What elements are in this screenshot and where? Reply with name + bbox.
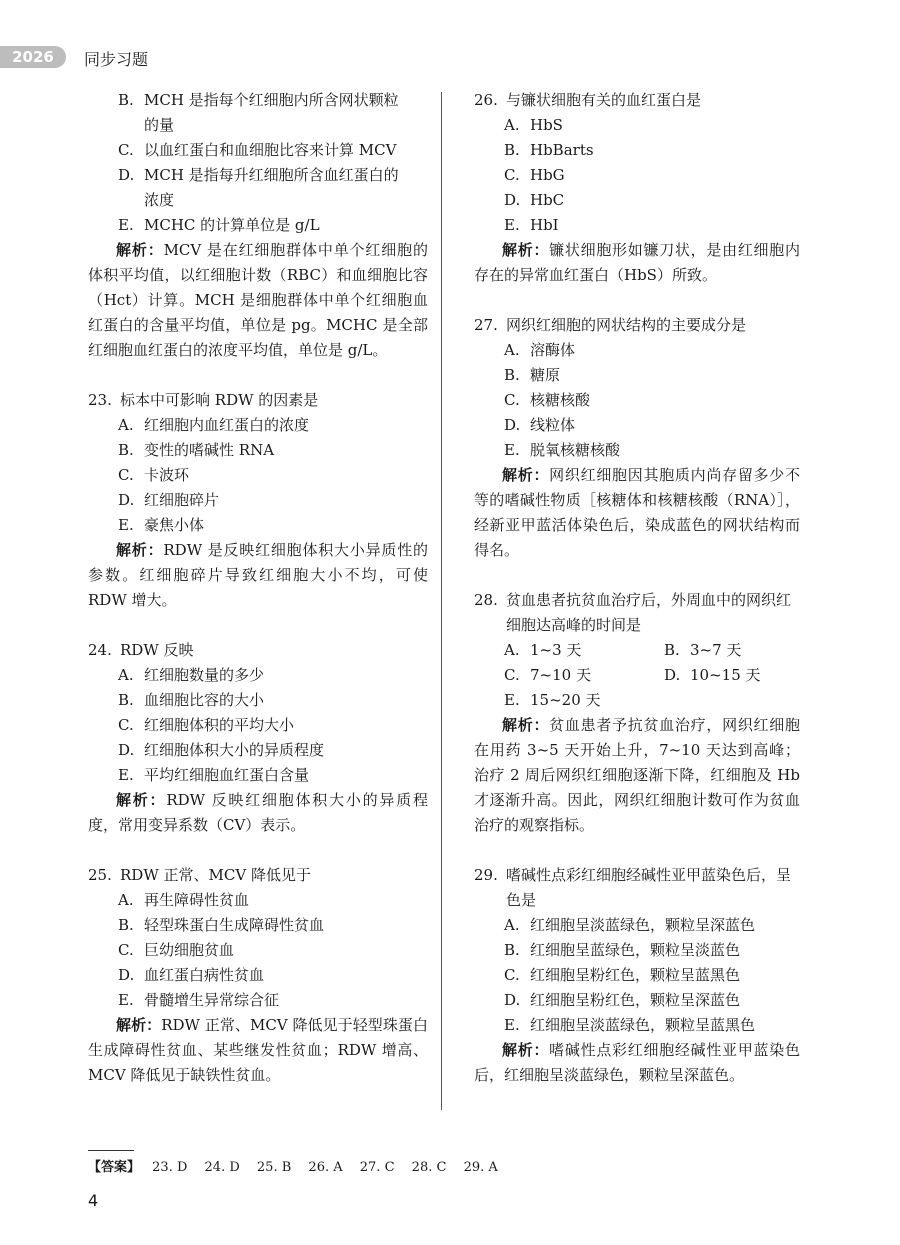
option-b: B. HbBarts	[504, 141, 594, 159]
option-a: A. 红细胞内血红蛋白的浓度	[118, 416, 310, 434]
option-row	[474, 638, 800, 663]
option-a: A. HbS	[504, 116, 563, 134]
option-c: C. 红细胞呈粉红色，颗粒呈蓝黑色	[504, 966, 741, 984]
footer-rule	[88, 1150, 134, 1151]
option-row	[474, 663, 800, 688]
answer-item: 25. B	[256, 1160, 292, 1175]
question-stem: 28. 贫血患者抗贫血治疗后，外周血中的网织红细胞达高峰的时间是	[474, 591, 792, 634]
option-c: C. 卡波环	[118, 466, 190, 484]
question-stem: 29. 嗜碱性点彩红细胞经碱性亚甲蓝染色后，呈色是	[474, 866, 792, 909]
option-c: C. 红细胞体积的平均大小	[118, 716, 295, 734]
right-column	[474, 88, 800, 1088]
answer-key-label: 【答案】	[88, 1160, 141, 1175]
option-b: B. 轻型珠蛋白生成障碍性贫血	[118, 916, 325, 934]
option-e: E. 骨髓增生异常综合征	[118, 991, 280, 1009]
option-a: A. 溶酶体	[504, 341, 576, 359]
option-b: B. 3~7 天	[664, 641, 742, 659]
option-a: A. 再生障碍性贫血	[118, 891, 250, 909]
option-e: E. HbI	[504, 216, 559, 234]
option-c: C. HbG	[504, 166, 565, 184]
answer-item: 23. D	[152, 1160, 188, 1175]
question-stem: 23. 标本中可影响 RDW 的因素是	[88, 391, 319, 409]
analysis: 解析：RDW 反映红细胞体积大小的异质程度，常用变异系数（CV）表示。	[88, 791, 428, 834]
analysis: 解析：RDW 是反映红细胞体积大小异质性的参数。红细胞碎片导致红细胞大小不均，可使 RDW 增大。	[88, 541, 428, 609]
question-stem: 26. 与镰状细胞有关的血红蛋白是	[474, 91, 702, 109]
option-c: C. 核糖核酸	[504, 391, 591, 409]
answer-key	[88, 1156, 511, 1175]
page-number: 4	[88, 1191, 99, 1210]
page-header	[0, 40, 900, 70]
option-a: A. 1~3 天	[504, 641, 582, 659]
option-d: D. 红细胞呈粉红色，颗粒呈深蓝色	[504, 991, 741, 1009]
analysis: 解析：网织红细胞因其胞质内尚存留多少不等的嗜碱性物质［核糖体和核糖核酸（RNA）］，经新亚甲蓝活体染色后，染成蓝色的网状结构而得名。	[474, 466, 800, 559]
question-stem: 24. RDW 反映	[88, 641, 194, 659]
left-column	[88, 88, 428, 1088]
answer-item: 28. C	[411, 1160, 447, 1175]
option-c: C. 以血红蛋白和血细胞比容来计算 MCV	[118, 141, 397, 159]
question-23	[88, 388, 428, 613]
option-b: B. MCH 是指每个红细胞内所含网状颗粒	[118, 91, 399, 109]
option-a: A. 红细胞呈淡蓝绿色，颗粒呈深蓝色	[504, 916, 756, 934]
option-c: C. 巨幼细胞贫血	[118, 941, 235, 959]
option-b-continued: 的量	[144, 116, 175, 134]
question-27	[474, 313, 800, 563]
option-e: E. 豪焦小体	[118, 516, 205, 534]
option-e: E. 脱氧核糖核酸	[504, 441, 621, 459]
answer-item: 24. D	[204, 1160, 240, 1175]
section-title: 同步习题	[84, 50, 149, 69]
option-c: C. 7~10 天	[504, 666, 591, 684]
option-d: D. 血红蛋白病性贫血	[118, 966, 265, 984]
option-d: D. MCH 是指每升红细胞所含血红蛋白的	[118, 166, 399, 184]
option-a: A. 红细胞数量的多少	[118, 666, 265, 684]
option-d: D. HbC	[504, 191, 565, 209]
option-b: B. 变性的嗜碱性 RNA	[118, 441, 275, 459]
option-d: D. 10~15 天	[664, 666, 761, 684]
column-divider	[441, 92, 442, 1110]
answer-item: 27. C	[359, 1160, 395, 1175]
question-22-continued	[88, 88, 428, 363]
answer-item: 26. A	[308, 1160, 343, 1175]
question-stem: 27. 网织红细胞的网状结构的主要成分是	[474, 316, 747, 334]
option-d: D. 红细胞碎片	[118, 491, 220, 509]
question-25	[88, 863, 428, 1088]
analysis: 解析：MCV 是在红细胞群体中单个红细胞的体积平均值，以红细胞计数（RBC）和血细胞比容（Hct）计算。MCH 是细胞群体中单个红细胞血红蛋白的含量平均值，单位是 pg。MCHC 是全部红细胞血红蛋白的浓度平均值，单位是 g/L。	[88, 241, 428, 359]
option-e: E. 红细胞呈淡蓝绿色，颗粒呈蓝黑色	[504, 1016, 756, 1034]
option-d: D. 红细胞体积大小的异质程度	[118, 741, 325, 759]
option-d: D. 线粒体	[504, 416, 576, 434]
option-b: B. 红细胞呈蓝绿色，颗粒呈淡蓝色	[504, 941, 741, 959]
option-b: B. 血细胞比容的大小	[118, 691, 265, 709]
option-e: E. MCHC 的计算单位是 g/L	[118, 216, 320, 234]
answer-item: 29. A	[463, 1160, 498, 1175]
analysis: 解析：RDW 正常、MCV 降低见于轻型珠蛋白生成障碍性贫血、某些继发性贫血；RDW 增高、MCV 降低见于缺铁性贫血。	[88, 1016, 428, 1084]
option-b: B. 糖原	[504, 366, 561, 384]
year-badge: 2026	[0, 46, 66, 68]
question-stem: 25. RDW 正常、MCV 降低见于	[88, 866, 311, 884]
analysis: 解析：贫血患者予抗贫血治疗，网织红细胞在用药 3~5 天开始上升，7~10 天达到高峰；治疗 2 周后网织红细胞逐渐下降，红细胞及 Hb 才逐渐升高。因此，网织红细胞计数可作为贫血治疗的观察指标。	[474, 716, 800, 834]
question-29	[474, 863, 800, 1088]
option-e: E. 15~20 天	[504, 691, 601, 709]
option-d-continued: 浓度	[144, 191, 175, 209]
option-e: E. 平均红细胞血红蛋白含量	[118, 766, 310, 784]
question-26	[474, 88, 800, 288]
analysis: 解析：镰状细胞形如镰刀状，是由红细胞内存在的异常血红蛋白（HbS）所致。	[474, 241, 800, 284]
question-28	[474, 588, 800, 838]
analysis: 解析：嗜碱性点彩红细胞经碱性亚甲蓝染色后，红细胞呈淡蓝绿色，颗粒呈深蓝色。	[474, 1041, 800, 1084]
question-24	[88, 638, 428, 838]
